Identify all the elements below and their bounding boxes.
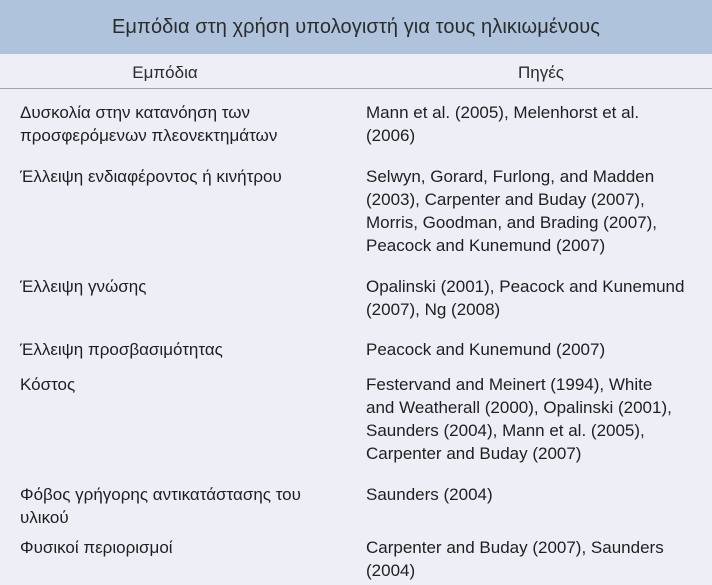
barrier-cell [20, 275, 345, 298]
source-line: Peacock and Kunemund (2007) [366, 340, 606, 359]
barrier-cell [20, 101, 345, 147]
barrier-line: Έλλειψη γνώσης [20, 277, 147, 296]
source-cell [366, 165, 704, 257]
header-sources: Πηγές [517, 63, 564, 82]
source-cell [366, 101, 704, 147]
source-line: (2007), Ng (2008) [366, 300, 501, 319]
source-cell [366, 373, 704, 465]
source-line: and Weatherall (2000), Opalinski (2001), [366, 398, 672, 417]
source-line: Morris, Goodman, and Brading (2007), [366, 213, 658, 232]
source-cell [366, 338, 704, 361]
barrier-line: υλικού [20, 508, 69, 527]
source-line: Saunders (2004), Mann et al. (2005), [366, 421, 645, 440]
source-cell [366, 483, 704, 506]
header-barriers: Εμπόδια [132, 63, 198, 82]
source-line: Selwyn, Gorard, Furlong, and Madden [366, 167, 655, 186]
barrier-cell [20, 536, 345, 559]
source-line: (2004) [366, 561, 416, 580]
source-line: (2003), Carpenter and Buday (2007), [366, 190, 645, 209]
barrier-cell [20, 483, 345, 529]
table-header-row [0, 58, 712, 89]
source-line: Opalinski (2001), Peacock and Kunemund [366, 277, 685, 296]
source-line: Carpenter and Buday (2007) [366, 444, 582, 463]
source-line: Festervand and Meinert (1994), White [366, 375, 653, 394]
source-line: Peacock and Kunemund (2007) [366, 236, 606, 255]
barrier-line: Φυσικοί περιορισμοί [20, 538, 173, 557]
barrier-line: Κόστος [20, 375, 76, 394]
source-line: Mann et al. (2005), Melenhorst et al. [366, 103, 640, 122]
barrier-line: Έλλειψη ενδιαφέροντος ή κινήτρου [20, 167, 282, 186]
source-line: Carpenter and Buday (2007), Saunders [366, 538, 664, 557]
barrier-cell [20, 338, 345, 361]
barrier-line: προσφερόμενων πλεονεκτημάτων [20, 126, 278, 145]
source-cell [366, 275, 704, 321]
barrier-cell [20, 165, 345, 188]
barrier-cell [20, 373, 345, 396]
source-line: (2006) [366, 126, 416, 145]
barrier-line: Έλλειψη προσβασιμότητας [20, 340, 223, 359]
barrier-line: Δυσκολία στην κατανόηση των [20, 103, 251, 122]
table-title: Εμπόδια στη χρήση υπολογιστή για τους ηλικιωμένους [0, 0, 712, 54]
source-cell [366, 536, 704, 582]
source-line: Saunders (2004) [366, 485, 493, 504]
barrier-line: Φόβος γρήγορης αντικατάστασης του [20, 485, 301, 504]
